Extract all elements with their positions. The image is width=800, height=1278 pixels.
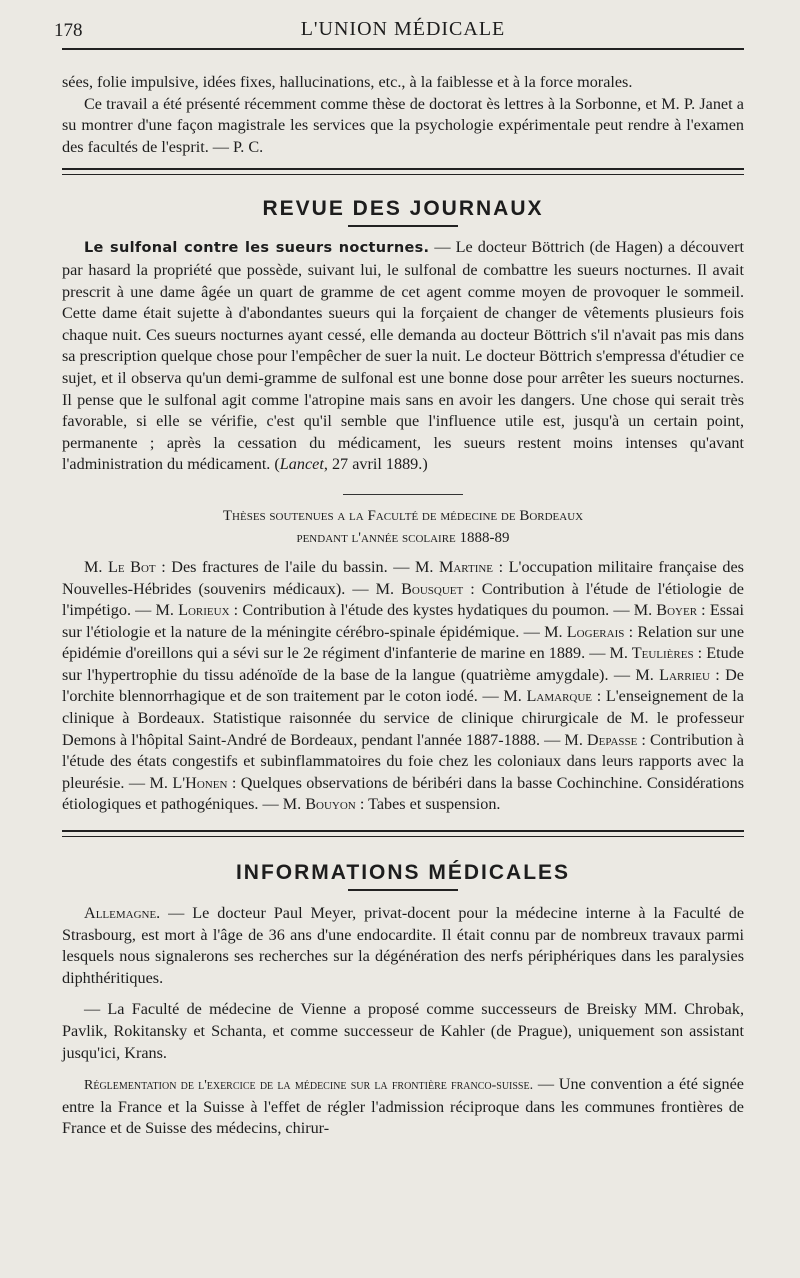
theses-subtitle-year: 1888-89 — [459, 529, 510, 546]
thesis-title: : L'occupation militaire française des Nouvelles-Hébrides (souvenirs médicaux). — — [62, 557, 744, 598]
thesis-title: : De l'orchite blennorrhagique et de son traitement par le coton iodé. — — [62, 665, 744, 706]
thesis-author: M. Bousquet — [375, 579, 464, 598]
running-head — [54, 0, 744, 48]
journal-title: L'UNION MÉDICALE — [300, 18, 506, 40]
revue-article — [62, 237, 744, 476]
thesis-author: M. Lorieux — [155, 601, 230, 620]
thesis-author: M. Larrieu — [635, 665, 710, 684]
thesis-author: M. Depasse — [564, 730, 638, 749]
revue-title: REVUE DES JOURNAUX — [262, 197, 544, 221]
info-paragraph-2: — La Faculté de médecine de Vienne a proposé comme successeurs de Breisky MM. Chrobak, Pavlik, Rokitansky et Schanta, et comme successeur de Kahler (de Prague), uniquement son assistant jusqu'ici, Krans. — [62, 1000, 744, 1062]
informations-title: INFORMATIONS MÉDICALES — [235, 861, 571, 885]
thesis-title: : Quelques observations de béribéri dans la basse Cochinchine. Considérations étiologiques et pathogéniques. — — [62, 773, 744, 814]
info-paragraph-3 — [62, 1074, 744, 1140]
thesis-title: : Contribution à l'étude de l'étiologie de l'impétigo. — — [62, 579, 744, 620]
thesis-title: : Tabes et suspension. — [355, 795, 501, 814]
thesis-title: : Contribution à l'étude des états congestifs et subinflammatoires du foie chez les coloniaux dans leurs rapports avec la pleurésie. — — [62, 730, 745, 792]
revue-title-rule — [348, 225, 458, 227]
thesis-author: M. Lamarque — [503, 687, 593, 706]
theses-list — [62, 557, 744, 816]
thesis-author: M. Martine — [414, 557, 494, 576]
thesis-author: M. Teulières — [609, 644, 694, 663]
revue-article-date: , 27 avril 1889.) — [323, 455, 428, 474]
revue-article-lead: Le sulfonal contre les sueurs nocturnes. — [84, 240, 430, 257]
informations-title-rule — [348, 889, 458, 891]
section-divider-2 — [62, 830, 744, 837]
info-paragraph-1-lead: Allemagne. — [84, 904, 161, 923]
info-paragraph-1-body: — Le docteur Paul Meyer, privat-docent pour la médecine interne à la Faculté de Strasbourg, est mort à l'âge de 36 ans d'une endocardite. Il était connu par de nombreux travaux parmi lesquels nous signalerons ses recherches sur la dégénération des nerfs périphériques dans les paralysies diphthéritiques. — [62, 904, 744, 987]
intro-paragraph-2: Ce travail a été présenté récemment comme thèse de doctorat ès lettres à la Sorbonne, et M. P. Janet a su montrer d'une façon magistrale les services que la psychologie expérimentale peut rendre à l'examen des facultés de l'esprit. — P. C. — [62, 94, 744, 156]
info-paragraph-3-body: — Une convention a été signée entre la France et la Suisse à l'effet de régler l'admission réciproque dans les communes frontières de France et de Suisse des médecins, chirur- — [62, 1075, 744, 1138]
info-paragraph-3-lead: Réglementation de l'exercice de la médecine sur la frontière franco-suisse. — [84, 1078, 534, 1094]
thesis-title: : L'enseignement de la clinique à Bordeaux. Statistique raisonnée du service de clinique chirurgicale de M. le professeur Demons à l'hôpital Saint-André de Bordeaux, pendant l'année 1887-1888. — — [62, 687, 744, 749]
thesis-author: M. Bouyon — [282, 795, 356, 814]
theses-subtitle — [62, 527, 744, 549]
revue-article-source: Lancet — [279, 455, 324, 474]
info-paragraph-1 — [62, 903, 744, 989]
section-divider — [62, 168, 744, 175]
thesis-author: M. Logerais — [544, 622, 625, 641]
page-number: 178 — [54, 20, 83, 41]
thesis-title: : Essai sur l'étiologie et la nature de la méningite cérébro-spinale épidémique. — — [62, 601, 744, 641]
theses-subtitle-text: pendant l'année scolaire — [296, 529, 456, 546]
thesis-title: : Des fractures de l'aile du bassin. — — [155, 557, 415, 576]
intro-section — [62, 72, 744, 158]
header-rule — [62, 48, 744, 50]
thesis-author: M. Le Bot — [84, 557, 156, 576]
thesis-title: : Etude sur l'hypertrophie du tissu adénoïde de la base de la langue (quatrième amygdale). — — [62, 644, 744, 684]
theses-divider — [343, 494, 463, 495]
thesis-author: M. L'Honen — [149, 773, 228, 792]
thesis-title: : Relation sur une épidémie d'oreillons qui a sévi sur le 2e régiment d'infanterie de marine en 1889. — — [62, 622, 745, 663]
thesis-author: M. Boyer — [633, 601, 698, 620]
revue-article-body: — Le docteur Böttrich (de Hagen) a découvert par hasard la propriété que possède, suivant lui, le sulfonal de combattre les sueurs nocturnes. Il avait prescrit à une dame âgée un quart de gramme de cet agent comme moyen de provoquer le sommeil. Cette dame était sujette à d'abondantes sueurs qui la forçaient de changer de vêtements plusieurs fois chaque nuit. Ces sueurs nocturnes ayant cessé, elle demanda au docteur Böttrich s'il n'avait pas mis dans sa prescription quelque chose pour l'empêcher de suer la nuit. Le docteur Böttrich s'empressa d'étudier ce sujet, et il observa qu'un demi-gramme de sulfonal est une bonne dose pour arrêter les sueurs nocturnes. Il pense que le sulfonal agit comme l'atropine mais sans en avoir les dangers. Une chose qui serait très favorable, si elle se vérifie, c'est qu'il semble que l'influence utile est, jusqu'à un certain point, permanente ; après la cessation du médicament, les sueurs restent moins intenses qu'avant l'administration du médicament. ( — [62, 238, 744, 474]
theses-title: Thèses soutenues a la Faculté de médecine de Bordeaux — [222, 507, 584, 524]
thesis-title: : Contribution à l'étude des kystes hydatiques du poumon. — — [229, 601, 634, 620]
intro-paragraph-1: sées, folie impulsive, idées fixes, hallucinations, etc., à la faiblesse et à la force morales. — [62, 73, 633, 91]
